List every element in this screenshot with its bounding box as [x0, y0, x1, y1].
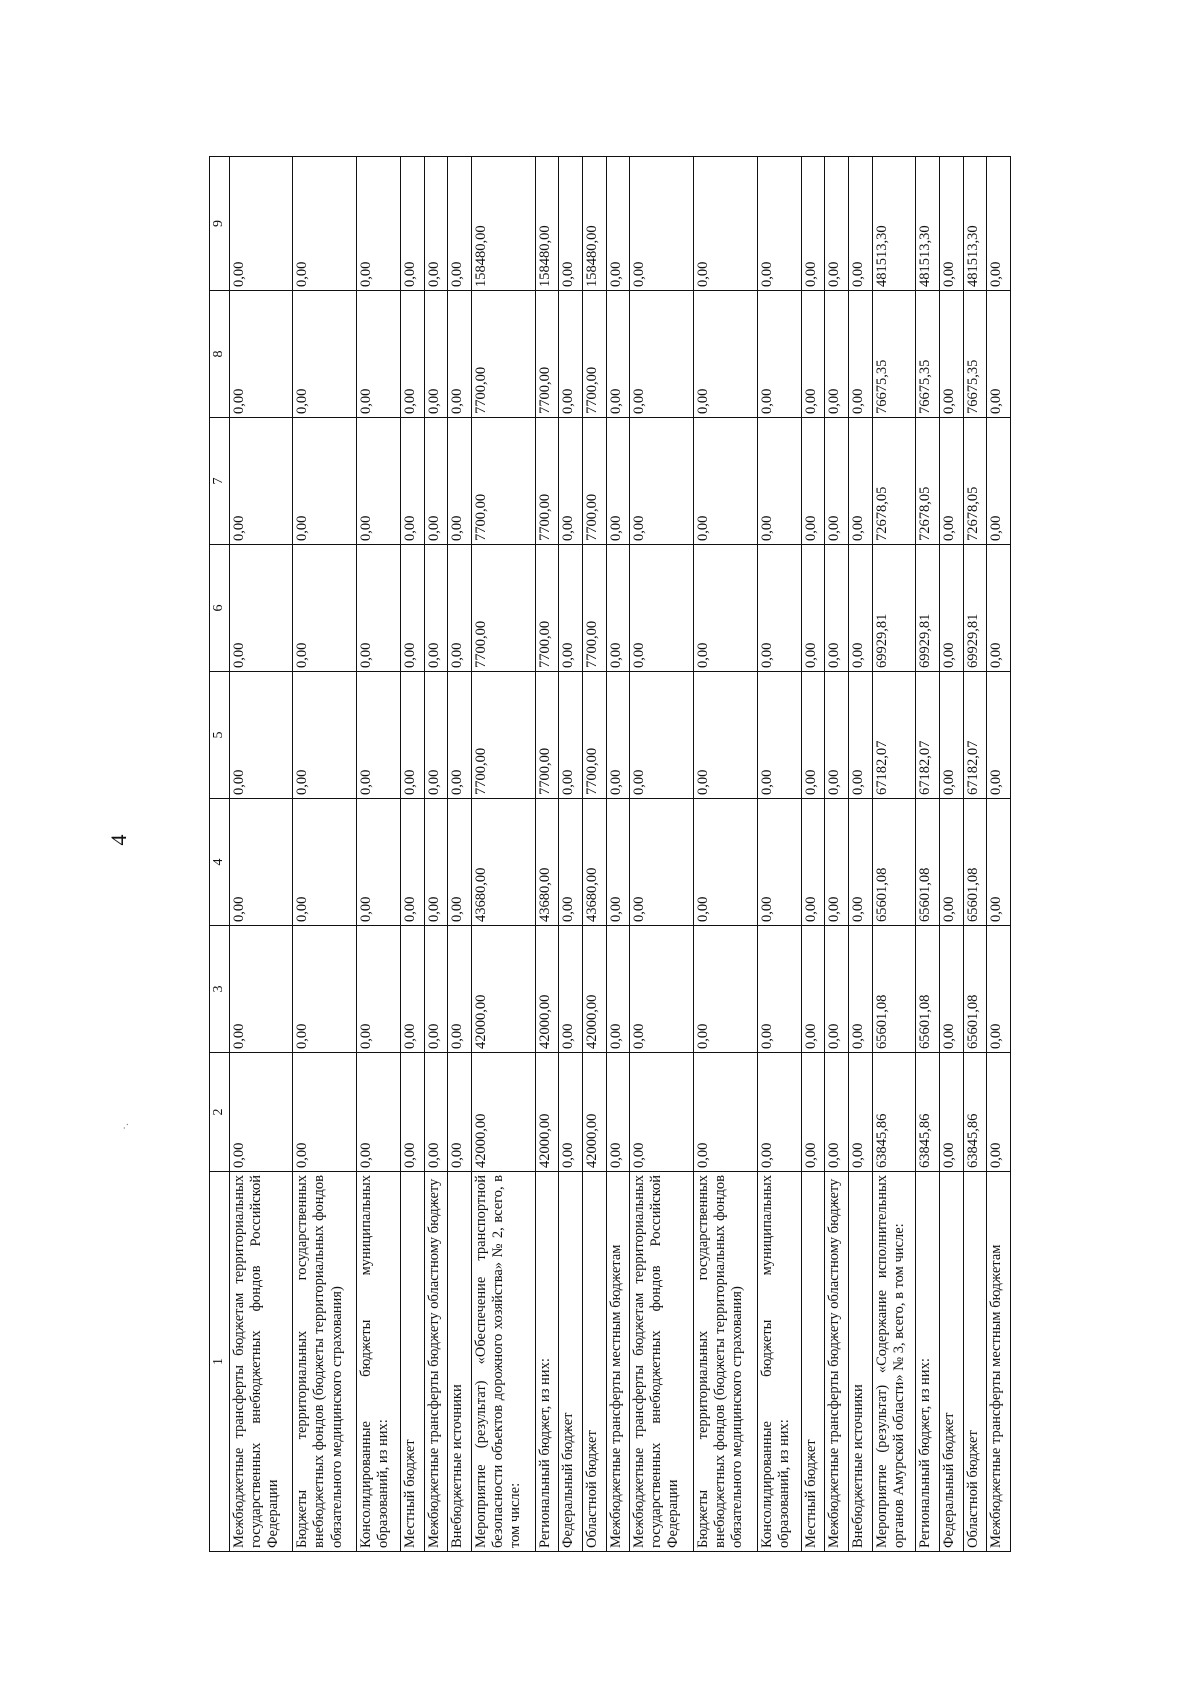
column-header-6: 6	[210, 545, 230, 672]
value-cell: 65601,08	[916, 799, 940, 926]
table-row	[606, 157, 630, 1552]
column-header-8: 8	[210, 291, 230, 418]
value-cell: 63845,86	[872, 1053, 916, 1172]
value-cell: 0,00	[424, 418, 448, 545]
value-cell: 0,00	[939, 926, 963, 1053]
value-cell: 0,00	[825, 545, 849, 672]
column-header-9: 9	[210, 157, 230, 291]
value-cell: 481513,30	[916, 157, 940, 291]
value-cell: 0,00	[987, 1053, 1011, 1172]
value-cell: 0,00	[848, 1053, 872, 1172]
value-cell: 0,00	[757, 418, 801, 545]
table-row	[825, 157, 849, 1552]
table-row	[400, 157, 424, 1552]
value-cell: 7700,00	[582, 291, 606, 418]
value-cell: 0,00	[694, 291, 758, 418]
row-label: Бюджеты территориальных государственных внебюджетных фондов (бюджеты территориальных фондов обязательного медицинского страхования)	[694, 1172, 758, 1552]
value-cell: 7700,00	[471, 418, 535, 545]
table-row	[582, 157, 606, 1552]
value-cell: 0,00	[757, 672, 801, 799]
value-cell: 0,00	[559, 799, 583, 926]
value-cell: 0,00	[424, 926, 448, 1053]
value-cell: 0,00	[939, 545, 963, 672]
column-header-1: 1	[210, 1172, 230, 1552]
value-cell: 0,00	[987, 418, 1011, 545]
table-row	[471, 157, 535, 1552]
value-cell: 0,00	[559, 1053, 583, 1172]
value-cell: 0,00	[987, 291, 1011, 418]
value-cell: 0,00	[448, 926, 472, 1053]
header-row	[210, 157, 230, 1552]
value-cell: 0,00	[229, 418, 293, 545]
value-cell: 0,00	[400, 672, 424, 799]
row-label: Бюджеты территориальных государственных внебюджетных фондов (бюджеты территориальных фондов обязательного медицинского страхования)	[293, 1172, 357, 1552]
value-cell: 0,00	[424, 291, 448, 418]
value-cell: 76675,35	[963, 291, 987, 418]
table-row	[357, 157, 401, 1552]
value-cell: 0,00	[293, 926, 357, 1053]
value-cell: 0,00	[424, 1053, 448, 1172]
value-cell: 67182,07	[872, 672, 916, 799]
value-cell: 65601,08	[872, 926, 916, 1053]
page-number: 4	[106, 834, 131, 846]
value-cell: 0,00	[939, 157, 963, 291]
value-cell: 158480,00	[535, 157, 559, 291]
value-cell: 0,00	[825, 799, 849, 926]
row-label: Местный бюджет	[400, 1172, 424, 1552]
value-cell: 0,00	[400, 926, 424, 1053]
table-row	[630, 157, 694, 1552]
column-header-2: 2	[210, 1053, 230, 1172]
value-cell: 42000,00	[535, 926, 559, 1053]
row-label: Межбюджетные трансферты бюджетам территориальных государственных внебюджетных фондов Российской Федерации	[630, 1172, 694, 1552]
table-row	[987, 157, 1011, 1552]
value-cell: 0,00	[448, 672, 472, 799]
value-cell: 0,00	[448, 291, 472, 418]
row-label: Межбюджетные трансферты бюджетам территориальных государственных внебюджетных фондов Российской Федерации	[229, 1172, 293, 1552]
table-row	[448, 157, 472, 1552]
value-cell: 0,00	[293, 418, 357, 545]
value-cell: 158480,00	[582, 157, 606, 291]
value-cell: 7700,00	[535, 545, 559, 672]
value-cell: 42000,00	[582, 926, 606, 1053]
value-cell: 481513,30	[963, 157, 987, 291]
value-cell: 76675,35	[916, 291, 940, 418]
value-cell: 0,00	[848, 799, 872, 926]
value-cell: 42000,00	[471, 1053, 535, 1172]
value-cell: 0,00	[825, 418, 849, 545]
value-cell: 0,00	[630, 926, 694, 1053]
value-cell: 42000,00	[582, 1053, 606, 1172]
value-cell: 0,00	[801, 157, 825, 291]
value-cell: 0,00	[939, 799, 963, 926]
value-cell: 0,00	[229, 1053, 293, 1172]
value-cell: 0,00	[400, 157, 424, 291]
value-cell: 0,00	[801, 926, 825, 1053]
value-cell: 0,00	[630, 799, 694, 926]
row-label: Межбюджетные трансферты местным бюджетам	[606, 1172, 630, 1552]
value-cell: 0,00	[357, 291, 401, 418]
value-cell: 0,00	[630, 291, 694, 418]
value-cell: 0,00	[630, 418, 694, 545]
value-cell: 0,00	[825, 672, 849, 799]
value-cell: 69929,81	[916, 545, 940, 672]
value-cell: 0,00	[293, 672, 357, 799]
value-cell: 0,00	[801, 291, 825, 418]
value-cell: 0,00	[448, 418, 472, 545]
row-label: Областной бюджет	[963, 1172, 987, 1552]
row-label: Межбюджетные трансферты бюджету областному бюджету	[825, 1172, 849, 1552]
value-cell: 0,00	[987, 545, 1011, 672]
value-cell: 65601,08	[916, 926, 940, 1053]
value-cell: 0,00	[293, 157, 357, 291]
value-cell: 43680,00	[471, 799, 535, 926]
table-row	[757, 157, 801, 1552]
value-cell: 0,00	[606, 926, 630, 1053]
table-row	[801, 157, 825, 1552]
value-cell: 0,00	[694, 926, 758, 1053]
column-header-5: 5	[210, 672, 230, 799]
row-label: Региональный бюджет, из них:	[916, 1172, 940, 1552]
value-cell: 0,00	[801, 799, 825, 926]
value-cell: 65601,08	[963, 799, 987, 926]
value-cell: 72678,05	[916, 418, 940, 545]
value-cell: 0,00	[939, 418, 963, 545]
value-cell: 0,00	[229, 291, 293, 418]
value-cell: 158480,00	[471, 157, 535, 291]
value-cell: 0,00	[357, 418, 401, 545]
table-row	[939, 157, 963, 1552]
row-label: Федеральный бюджет	[939, 1172, 963, 1552]
value-cell: 0,00	[987, 799, 1011, 926]
value-cell: 0,00	[825, 291, 849, 418]
row-label: Внебюджетные источники	[448, 1172, 472, 1552]
value-cell: 72678,05	[963, 418, 987, 545]
value-cell: 0,00	[606, 545, 630, 672]
value-cell: 0,00	[801, 545, 825, 672]
value-cell: 0,00	[848, 291, 872, 418]
value-cell: 0,00	[939, 672, 963, 799]
value-cell: 0,00	[400, 291, 424, 418]
value-cell: 0,00	[987, 672, 1011, 799]
value-cell: 0,00	[757, 291, 801, 418]
value-cell: 0,00	[757, 157, 801, 291]
value-cell: 7700,00	[471, 545, 535, 672]
value-cell: 0,00	[630, 672, 694, 799]
value-cell: 0,00	[757, 799, 801, 926]
value-cell: 0,00	[801, 1053, 825, 1172]
value-cell: 69929,81	[963, 545, 987, 672]
value-cell: 0,00	[694, 799, 758, 926]
value-cell: 0,00	[606, 1053, 630, 1172]
row-label: Мероприятие (результат) «Содержание исполнительных органов Амурской области» № 3, всего, в том числе:	[872, 1172, 916, 1552]
value-cell: 67182,07	[963, 672, 987, 799]
value-cell: 42000,00	[535, 1053, 559, 1172]
row-label: Внебюджетные источники	[848, 1172, 872, 1552]
column-header-3: 3	[210, 926, 230, 1053]
value-cell: 0,00	[229, 672, 293, 799]
value-cell: 0,00	[630, 1053, 694, 1172]
value-cell: 0,00	[606, 799, 630, 926]
value-cell: 0,00	[606, 157, 630, 291]
value-cell: 0,00	[559, 157, 583, 291]
rotated-table-container	[209, 157, 1011, 1552]
value-cell: 7700,00	[535, 418, 559, 545]
value-cell: 0,00	[357, 1053, 401, 1172]
value-cell: 0,00	[559, 545, 583, 672]
value-cell: 0,00	[939, 291, 963, 418]
table-row	[424, 157, 448, 1552]
value-cell: 0,00	[424, 799, 448, 926]
table-row	[916, 157, 940, 1552]
value-cell: 0,00	[448, 1053, 472, 1172]
value-cell: 0,00	[606, 291, 630, 418]
value-cell: 0,00	[801, 418, 825, 545]
value-cell: 0,00	[559, 672, 583, 799]
value-cell: 0,00	[987, 926, 1011, 1053]
value-cell: 0,00	[448, 545, 472, 672]
value-cell: 0,00	[694, 1053, 758, 1172]
value-cell: 0,00	[694, 157, 758, 291]
column-header-7: 7	[210, 418, 230, 545]
value-cell: 0,00	[848, 157, 872, 291]
value-cell: 0,00	[825, 926, 849, 1053]
value-cell: 0,00	[357, 926, 401, 1053]
value-cell: 7700,00	[535, 291, 559, 418]
value-cell: 69929,81	[872, 545, 916, 672]
value-cell: 0,00	[606, 672, 630, 799]
table-row	[694, 157, 758, 1552]
value-cell: 0,00	[848, 418, 872, 545]
column-header-4: 4	[210, 799, 230, 926]
value-cell: 0,00	[801, 672, 825, 799]
row-label: Региональный бюджет, из них:	[535, 1172, 559, 1552]
value-cell: 0,00	[448, 157, 472, 291]
value-cell: 65601,08	[963, 926, 987, 1053]
value-cell: 0,00	[630, 545, 694, 672]
value-cell: 0,00	[559, 418, 583, 545]
row-label: Межбюджетные трансферты местным бюджетам	[987, 1172, 1011, 1552]
table-row	[229, 157, 293, 1552]
row-label: Консолидированные бюджеты муниципальных образований, из них:	[757, 1172, 801, 1552]
table-row	[872, 157, 916, 1552]
value-cell: 0,00	[757, 545, 801, 672]
value-cell: 0,00	[424, 157, 448, 291]
value-cell: 0,00	[293, 1053, 357, 1172]
value-cell: 65601,08	[872, 799, 916, 926]
value-cell: 0,00	[229, 157, 293, 291]
table-row	[535, 157, 559, 1552]
value-cell: 0,00	[229, 926, 293, 1053]
value-cell: 7700,00	[471, 291, 535, 418]
row-label: Мероприятие (результат) «Обеспечение транспортной безопасности объектов дорожного хозяйства» № 2, всего, в том числе:	[471, 1172, 535, 1552]
value-cell: 0,00	[987, 157, 1011, 291]
value-cell: 43680,00	[582, 799, 606, 926]
scan-speck: ·.	[117, 1123, 131, 1130]
value-cell: 0,00	[825, 1053, 849, 1172]
table-row	[559, 157, 583, 1552]
value-cell: 63845,86	[963, 1053, 987, 1172]
value-cell: 481513,30	[872, 157, 916, 291]
row-label: Местный бюджет	[801, 1172, 825, 1552]
value-cell: 7700,00	[582, 545, 606, 672]
value-cell: 7700,00	[471, 672, 535, 799]
value-cell: 63845,86	[916, 1053, 940, 1172]
value-cell: 0,00	[848, 545, 872, 672]
value-cell: 76675,35	[872, 291, 916, 418]
value-cell: 72678,05	[872, 418, 916, 545]
value-cell: 0,00	[293, 545, 357, 672]
value-cell: 7700,00	[582, 418, 606, 545]
value-cell: 0,00	[357, 157, 401, 291]
value-cell: 0,00	[293, 291, 357, 418]
value-cell: 42000,00	[471, 926, 535, 1053]
value-cell: 0,00	[559, 291, 583, 418]
value-cell: 0,00	[630, 157, 694, 291]
value-cell: 0,00	[939, 1053, 963, 1172]
value-cell: 0,00	[293, 799, 357, 926]
value-cell: 0,00	[825, 157, 849, 291]
table-row	[963, 157, 987, 1552]
value-cell: 0,00	[757, 926, 801, 1053]
value-cell: 43680,00	[535, 799, 559, 926]
value-cell: 0,00	[848, 672, 872, 799]
value-cell: 0,00	[400, 1053, 424, 1172]
table-row	[293, 157, 357, 1552]
row-label: Межбюджетные трансферты бюджету областному бюджету	[424, 1172, 448, 1552]
value-cell: 7700,00	[535, 672, 559, 799]
value-cell: 0,00	[694, 545, 758, 672]
value-cell: 0,00	[357, 672, 401, 799]
value-cell: 0,00	[229, 545, 293, 672]
row-label: Областной бюджет	[582, 1172, 606, 1552]
value-cell: 0,00	[424, 545, 448, 672]
budget-table	[209, 156, 1011, 1552]
row-label: Федеральный бюджет	[559, 1172, 583, 1552]
value-cell: 0,00	[357, 545, 401, 672]
value-cell: 0,00	[848, 926, 872, 1053]
value-cell: 0,00	[229, 799, 293, 926]
value-cell: 0,00	[448, 799, 472, 926]
value-cell: 0,00	[694, 418, 758, 545]
value-cell: 0,00	[400, 545, 424, 672]
value-cell: 0,00	[400, 418, 424, 545]
value-cell: 0,00	[757, 1053, 801, 1172]
value-cell: 7700,00	[582, 672, 606, 799]
value-cell: 67182,07	[916, 672, 940, 799]
table-row	[848, 157, 872, 1552]
value-cell: 0,00	[424, 672, 448, 799]
table-body	[229, 157, 1010, 1552]
value-cell: 0,00	[606, 418, 630, 545]
row-label: Консолидированные бюджеты муниципальных образований, из них:	[357, 1172, 401, 1552]
value-cell: 0,00	[559, 926, 583, 1053]
value-cell: 0,00	[694, 672, 758, 799]
value-cell: 0,00	[400, 799, 424, 926]
value-cell: 0,00	[357, 799, 401, 926]
